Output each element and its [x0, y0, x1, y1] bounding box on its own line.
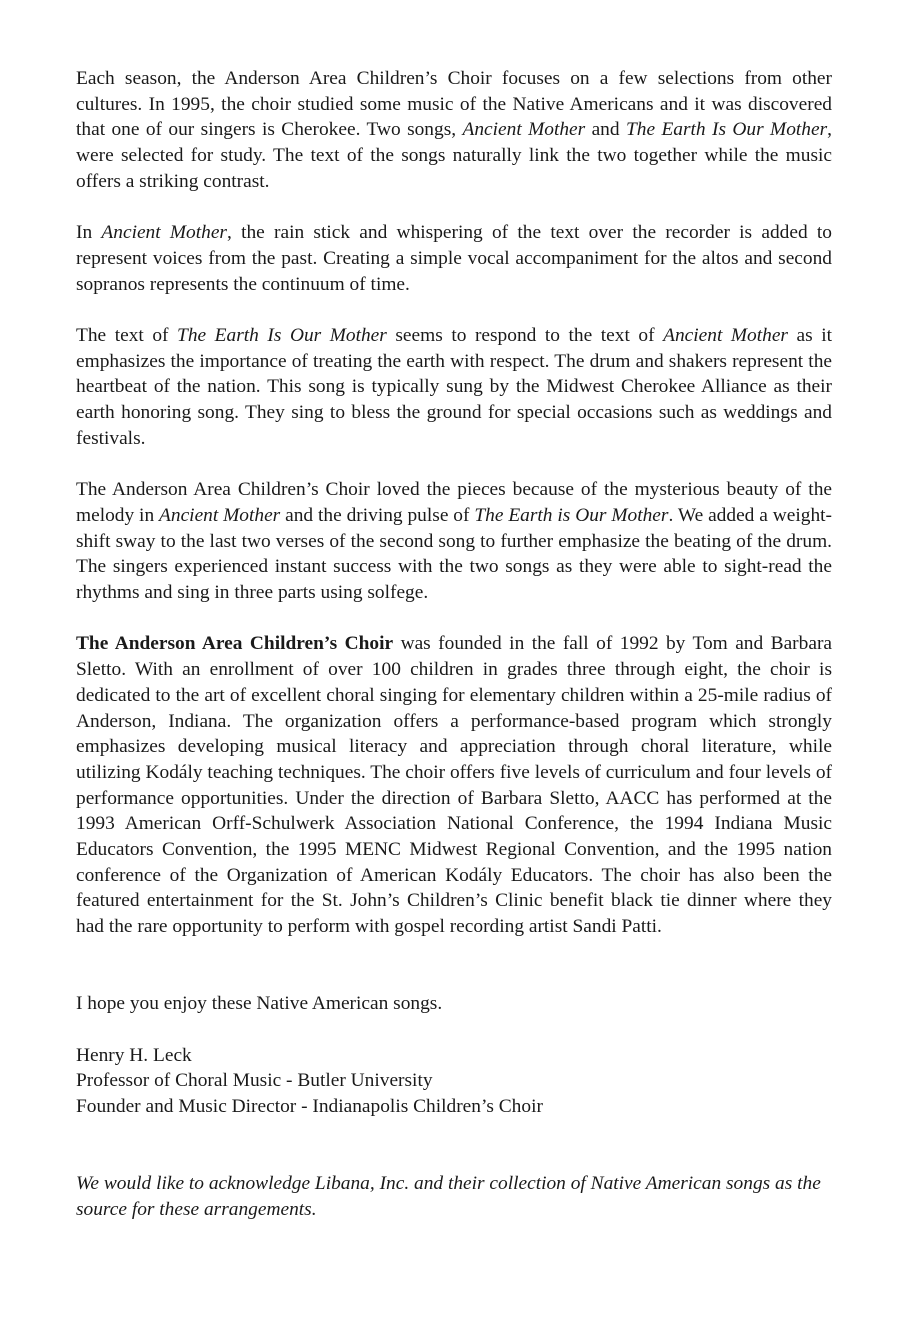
paragraph-intro-text-a: Each season, the Anderson Area Children’s Choir focuses on a few selections from other cultures. In 1995, the choir studied some music of the Native Americans and it was discovered that one of our singers is Cherokee. Two songs, — [76, 68, 832, 141]
paragraph-choir-response — [76, 477, 832, 606]
signature-title-butler: Professor of Choral Music - Butler University — [76, 1070, 433, 1092]
signature-block — [76, 1043, 832, 1120]
signature-name: Henry H. Leck — [76, 1044, 192, 1066]
song-title-earth-is-our-mother: The Earth is Our Mother — [474, 504, 669, 526]
acknowledgement: We would like to acknowledge Libana, Inc. and their collection of Native American songs as the source for these arrangements. — [76, 1173, 821, 1220]
paragraph-choir-response-text-a: The Anderson Area Children’s Choir loved the pieces because of the mysterious beauty of the melody in — [76, 479, 832, 526]
paragraph-earth-text-b: seems to respond to the text of — [386, 325, 664, 346]
document-page — [76, 66, 832, 1223]
song-title-ancient-mother: Ancient Mother — [663, 325, 788, 346]
song-title-ancient-mother: Ancient Mother — [462, 119, 586, 141]
paragraph-intro-text-c: , were selected for study. The text of the songs naturally link the two together while the music offers a striking contrast. — [76, 119, 832, 192]
paragraph-earth-text-c: as it emphasizes the importance of treating the earth with respect. The drum and shakers represent the heartbeat of the nation. This song is typically sung by the Midwest Cherokee Alliance as their earth honoring song. They sing to bless the ground for special occasions such as weddings and festivals. — [76, 325, 832, 449]
paragraph-earth-is-our-mother — [76, 323, 832, 452]
song-title-ancient-mother: Ancient Mother — [101, 222, 227, 244]
paragraph-ancient-mother — [76, 220, 832, 297]
paragraph-intro-text-b: and — [585, 119, 626, 141]
paragraph-choir-history — [76, 631, 832, 939]
closing-line: I hope you enjoy these Native American songs. — [76, 993, 443, 1015]
paragraph-choir-response-text-c: . We added a weight-shift sway to the last two verses of the second song to further emphasize the beating of the drum. The singers experienced instant success with the two songs as they were able to sight-read the rhythms and sing in three parts using solfege. — [76, 504, 832, 604]
song-title-ancient-mother: Ancient Mother — [159, 504, 281, 526]
choir-name-bold: The Anderson Area Children’s Choir — [76, 633, 394, 655]
paragraph-earth-text-a: The text of — [76, 325, 178, 346]
song-title-earth-is-our-mother: The Earth Is Our Mother — [625, 119, 828, 141]
paragraph-choir-response-text-b: and the driving pulse of — [280, 504, 475, 526]
paragraph-intro — [76, 66, 832, 195]
paragraph-choir-history-text: was founded in the fall of 1992 by Tom and Barbara Sletto. With an enrollment of over 100 children in grades three through eight, the choir is dedicated to the art of excellent choral singing for elementary children within a 25-mile radius of Anderson, Indiana. The organization offers a performance-based program which strongly emphasizes developing musical literacy and appreciation through choral literature, while utilizing Kodály teaching techniques. The choir offers five levels of curriculum and four levels of performance opportunities. Under the direction of Barbara Sletto, AACC has performed at the 1993 American Orff-Schulwerk Association National Conference, the 1994 Indiana Music Educators Convention, the 1995 MENC Midwest Regional Convention, and the 1995 nation conference of the Organization of American Kodály Educators. The choir has also been the featured entertainment for the St. John’s Children’s Clinic benefit black tie dinner where they had the rare opportunity to perform with gospel recording artist Sandi Patti. — [76, 633, 833, 938]
signature-title-ico: Founder and Music Director - Indianapolis Children’s Choir — [76, 1096, 543, 1118]
paragraph-ancient-mother-text-a: In — [76, 222, 102, 244]
song-title-earth-is-our-mother: The Earth Is Our Mother — [177, 325, 387, 346]
paragraph-ancient-mother-text-b: , the rain stick and whispering of the text over the recorder is added to represent voices from the past. Creating a simple vocal accompaniment for the altos and second sopranos represents the continuum of time. — [76, 222, 832, 295]
